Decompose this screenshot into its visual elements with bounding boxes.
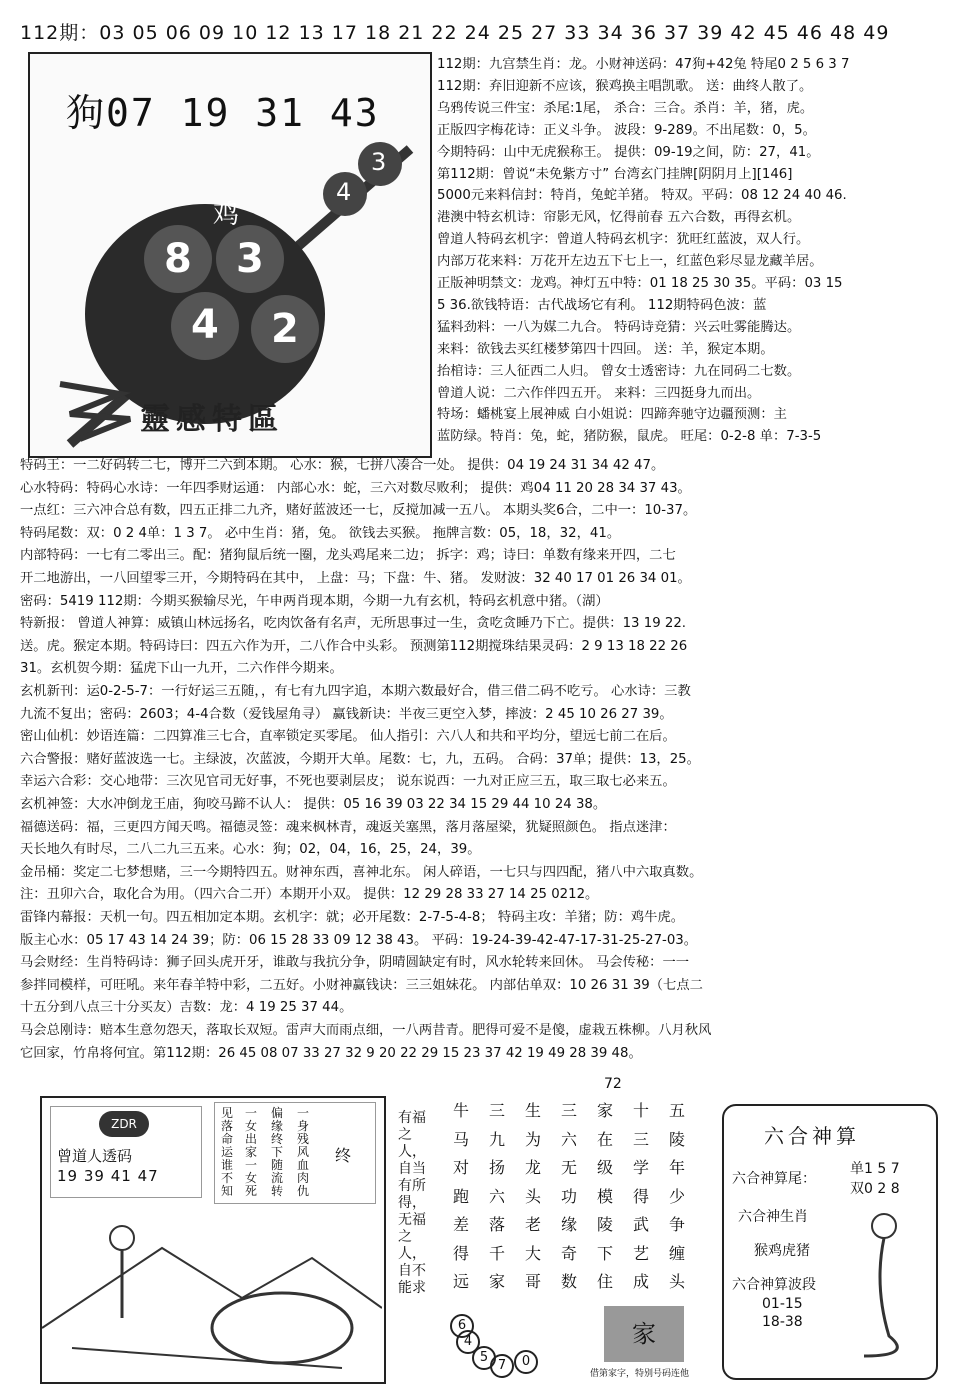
- body-text-line: 天长地久有时尽，二八二九三五来。心水：狗；02，04，16，25，24，39。: [20, 842, 481, 858]
- grid-char: 模: [596, 1186, 613, 1206]
- grid-char: 马: [452, 1129, 469, 1149]
- liuhe-tail-single: 单1 5 7: [850, 1161, 900, 1177]
- right-text-line: 乌鸦传说三件宝：杀尾:1尾， 杀合：三合。杀肖：羊，猪，虎。: [437, 100, 814, 116]
- right-text-line: 5 36.欲钱特语：古代战场它有利。 112期特码色波：蓝: [437, 297, 767, 313]
- grid-char: 陵: [668, 1129, 685, 1149]
- grid-char: 缘: [560, 1215, 577, 1234]
- bottom-left-panel: [40, 1096, 386, 1384]
- liuhe-wave-2: 18-38: [762, 1314, 803, 1330]
- right-text-line: 112期：九宫禁生肖：龙。小财神送码：47狗+42兔 特尾0 2 5 6 3 7: [437, 57, 850, 72]
- right-text-line: 港澳中特玄机诗：帘影无风，忆得前春 五六合数，再得玄机。: [437, 210, 801, 226]
- grid-char: 无: [560, 1158, 577, 1177]
- body-text-line: 特新报： 曾道人神算：威镇山林远扬名，吃肉饮备有名声，无所思事过一生，贪吃贪睡乃下亡。提供：13 19 22.: [20, 616, 687, 632]
- body-text-line: 特码尾数：双：0 2 4单：1 3 7。 必中生肖：猪，兔。 欲钱去买猴。 拖牌言数：05，18，32，41。: [20, 525, 621, 541]
- ball-1: 8: [164, 236, 192, 282]
- lucky-numbers-panel: [28, 52, 432, 458]
- right-text-line: 5000元来料信封：特肖，兔蛇羊猪。 特双。平码：08 12 24 40 46.: [437, 188, 847, 204]
- body-text-line: 幸运六合彩：交心地带：三次见官司无好事，不死也要剥层皮； 说东说西：一九对正应三五，取三取七必来五。: [20, 774, 676, 790]
- coins-row: [450, 1310, 600, 1380]
- grid-char: 下: [596, 1243, 613, 1263]
- grid-char: 年: [668, 1158, 685, 1177]
- grid-char: 成: [632, 1272, 649, 1291]
- right-text-line: 抬棺诗：三人征西二人归。 曾女士透密诗：九在同码二七数。: [437, 363, 801, 379]
- grid-char: 缠: [668, 1243, 685, 1263]
- body-text-line: 心水特码：特码心水诗：一年四季财运通： 内部心水：蛇，三六对数尽败利； 提供：鸡04 11 20 28 34 37 43。: [20, 480, 691, 496]
- zodiac-numbers: 狗07 19 31 43: [66, 91, 380, 135]
- body-text-line: 密山仙机：妙语连篇：二四算准三七合，直率锁定买零尾。 仙人指引：六八人和共和平均分，望远七前二在后。: [20, 729, 676, 745]
- grid-char: 家: [488, 1272, 505, 1291]
- ball-2: 3: [236, 236, 264, 282]
- coin: 7: [490, 1354, 514, 1378]
- grid-char: 武: [632, 1215, 649, 1234]
- body-text-line: 内部特码：一七有二零出三。配：猪狗鼠后统一圈，龙头鸡尾来二边； 拆字：鸡；诗曰：单数有缘来开四，二七: [20, 548, 676, 564]
- body-text-line: 一点红：三六冲合总有数，四五正排二九齐，赌好蓝波还一七，反搅加减一五八。 本期头奖6合，二中一：10-37。: [20, 503, 697, 519]
- right-text-line: 蓝防绿。特肖：兔，蛇，猪防猴，鼠虎。 旺尾：0-2-8 单：7-3-5: [437, 429, 822, 445]
- body-text-line: 版主心水：05 17 43 14 24 39；防：06 15 28 33 09 12 38 43。 平码：19-24-39-42-47-17-31-25-27-03。: [20, 932, 698, 948]
- right-text-line: 特场：蟠桃宴上展神威 白小姐说：四蹄奔驰守边疆预测：主: [437, 407, 787, 423]
- zodiac-label: 鸡: [213, 200, 240, 230]
- ceng-dao-ren-title: 曾道人透码: [57, 1147, 133, 1165]
- ceng-dao-ren-numbers: 19 39 41 47: [57, 1167, 159, 1185]
- grid-char: 跑: [452, 1186, 469, 1206]
- grid-char: 学: [632, 1158, 649, 1177]
- grid-char: 得: [452, 1243, 469, 1263]
- farmer-illustration: [42, 1208, 382, 1380]
- issue-header: 112期：03 05 06 09 10 12 13 17 18 21 22 24 25 27 33 34 36 37 39 42 45 46 48 49: [20, 22, 890, 44]
- grid-char: 得: [632, 1186, 649, 1206]
- grid-char: 哥: [524, 1272, 541, 1291]
- body-text-line: 马会总刚诗：赔本生意勿怨天，落取长双短。雷声大而雨点细，一八两昔青。肥得可爱不是傻，虚栽五株柳。八月秋风: [20, 1023, 712, 1038]
- body-text-line: 参拌同模样，可旺吼。来年春羊特中彩，二五好。小财神赢钱诀：三三姐妹花。 内部估单双：10 26 31 39（七点二: [20, 977, 703, 993]
- right-text-line: 正版神明禁文：龙鸡。神灯五中特：01 18 25 30 35。平码：03 15: [437, 276, 843, 291]
- grid-char: 三: [632, 1129, 649, 1149]
- ball-4: 2: [271, 306, 299, 352]
- page-number: 72: [604, 1076, 622, 1092]
- family-char-caption: 借第家字，特别号码连他: [590, 1369, 690, 1379]
- ceng-dao-ren-box: [50, 1106, 202, 1198]
- grid-char: 争: [668, 1215, 685, 1234]
- right-text-line: 曾道人特码玄机字：曾道人特码玄机字：犹旺红蓝波，双人行。: [437, 232, 810, 248]
- badge-logo: ZDR: [99, 1111, 149, 1137]
- liuhe-zodiac-label: 六合神生肖: [738, 1209, 808, 1225]
- grid-char: 大: [524, 1243, 541, 1263]
- ball-5: 4: [336, 178, 352, 206]
- grid-char: 家: [596, 1101, 613, 1120]
- coin: 6: [450, 1314, 474, 1338]
- body-text-line: 六合警报：赌好蓝波选一七。主绿波，次蓝波，今期开大单。尾数：七，九，五码。 合码：37单；提供：13，25。: [20, 751, 700, 767]
- right-text-line: 曾道人说：二六作伴四五开。 来料：三四挺身九而出。: [437, 385, 761, 401]
- body-text-line: 马会财经：生肖特码诗：狮子回头虎开牙，谁敢与我抗分争，阴晴圆缺定有时，风水轮转来回休。 马会传秘：一一: [20, 955, 690, 971]
- grid-char: 艺: [632, 1243, 649, 1263]
- grid-char: 老: [524, 1215, 541, 1234]
- banner-title: 靈感特區: [140, 402, 284, 437]
- grid-char: 六: [488, 1186, 505, 1206]
- grid-char: 数: [560, 1272, 577, 1291]
- grid-char: 少: [668, 1186, 685, 1206]
- grid-char: 头: [668, 1272, 685, 1291]
- body-text-line: 福德送码：福，三更四方闻天鸣。福德灵签：魂来枫林青，魂返关塞黑，落月落屋梁，犹疑照颜色。 指点迷津：: [20, 819, 676, 835]
- grid-char: 住: [596, 1272, 613, 1291]
- grid-char: 奇: [560, 1243, 577, 1263]
- body-text-line: 密码：5419 112期：今期买猴输尽光，午申两肖现本期，今期一九有玄机，特码玄机意中猪。（湖）: [20, 593, 609, 609]
- poem-col-3: 一女出家一女死: [245, 1106, 258, 1198]
- poem-note: 终: [335, 1146, 352, 1165]
- poem-col-4: 见落命运谁不知: [221, 1106, 234, 1198]
- body-text-line: 玄机新刊：运0-2-5-7：一行好运三五随，，有七有九四字追，本期六数最好合，借三借二码不吃亏。 心水诗：三教: [20, 684, 691, 699]
- grid-char: 陵: [596, 1215, 613, 1234]
- grid-char: 为: [524, 1129, 541, 1149]
- grid-char: 九: [488, 1129, 505, 1149]
- grid-char: 生: [524, 1101, 541, 1120]
- liuhe-title: 六合神算: [764, 1124, 860, 1148]
- body-text-line: 金吊桶：奖定二七梦想赌，三一今期特四五。财神东西，喜神北东。 闲人碎语，一七只与四四配，猪八中六取真数。: [20, 864, 703, 880]
- body-text-line: 31。玄机贺今期：猛虎下山一九开，二六作伴今期来。: [20, 661, 343, 677]
- liuhe-wave-1: 01-15: [762, 1296, 803, 1312]
- liuhe-zodiac: 猴鸡虎猪: [754, 1243, 810, 1259]
- grid-char: 功: [560, 1186, 577, 1206]
- grid-char: 扬: [488, 1158, 505, 1177]
- poem-col-1: 一身残风血肉仇: [297, 1106, 310, 1198]
- body-text-line: 玄机神签：大水冲倒龙王庙，狗咬马蹄不认人： 提供：05 16 39 03 22 34 15 29 44 10 24 38。: [20, 797, 607, 812]
- body-text-line: 九流不复出；密码：2603；4-4合数（爱钱屋角寻） 赢钱新诀：半夜三更空入梦，摔波：2 45 10 26 27 39。: [20, 706, 673, 722]
- right-text-line: 今期特码：山中无虎猴称王。 提供：09-19之间，防：27，41。: [437, 144, 820, 160]
- right-text-line: 第112期：曾说“未免紫方寸” 台湾玄门挂牌[阴阴月上][146]: [437, 166, 793, 182]
- grid-char: 六: [560, 1129, 577, 1149]
- liuhe-panel: [722, 1104, 938, 1380]
- ball-3: 4: [191, 302, 219, 348]
- character-grid: [444, 1098, 704, 1298]
- right-text-line: 内部万花来料：万花开左边五下七上一，红蓝色彩尽显龙藏羊居。: [437, 254, 823, 270]
- grid-char: 三: [560, 1101, 577, 1120]
- coin: 0: [514, 1350, 538, 1374]
- grid-char: 牛: [452, 1101, 469, 1120]
- body-text-line: 它回家，竹帛将何宜。第112期：26 45 08 07 33 27 32 9 20 22 29 15 23 37 42 19 49 28 39 48。: [20, 1045, 642, 1061]
- grid-char: 十: [632, 1101, 649, 1120]
- body-text-line: 开二地游出，一八回望零三开，今期特码在其中， 上盘：马；下盘：牛、猪。 发财波：32 40 17 01 26 34 01。: [20, 571, 691, 586]
- coin: 5: [472, 1346, 496, 1370]
- coin: 4: [456, 1330, 480, 1354]
- grid-char: 落: [488, 1215, 505, 1234]
- ball-6: 3: [371, 148, 387, 176]
- right-text-line: 112期：弃旧迎新不应该，猴鸡换主唱凯歌。 送：曲终人散了。: [437, 78, 813, 94]
- poem-box: [214, 1102, 376, 1204]
- grid-char: 在: [596, 1129, 613, 1149]
- body-text-line: 雷锋内幕报：天机一句。四五相加定本期。玄机字：就；必开尾数：2-7-5-4-8； 特码主攻：羊猪；防：鸡牛虎。: [20, 910, 685, 925]
- monkey-illustration: [844, 1206, 924, 1366]
- grid-char: 五: [668, 1101, 685, 1120]
- body-text-line: 送。虎。猴定本期。特码诗曰：四五六作为开，二八作合中头彩。 预测第112期搅珠结果灵码：2 9 13 18 22 26: [20, 638, 688, 654]
- body-text-line: 注：丑卯六合，取化合为用。（四六合二开）本期开小双。 提供：12 29 28 33 27 14 25 0212。: [20, 887, 599, 903]
- right-text-line: 正版四字梅花诗：正义斗争。 波段：9-289。不出尾数：0，5。: [437, 122, 816, 138]
- body-text-line: 特码王：一二好码转二七，博开二六到本期。 心水：猴，七拼八凑合一处。 提供：04 19 24 31 34 42 47。: [20, 458, 665, 473]
- grid-char: 头: [524, 1186, 541, 1206]
- poem-col-2: 偏缘终下随流转: [271, 1106, 284, 1198]
- grid-char: 对: [452, 1158, 469, 1177]
- grid-char: 三: [488, 1101, 505, 1120]
- liuhe-wave-label: 六合神算波段: [732, 1277, 816, 1293]
- grid-char: 龙: [524, 1158, 541, 1177]
- liuhe-tail-double: 双0 2 8: [850, 1181, 900, 1197]
- grid-char: 级: [596, 1158, 613, 1177]
- right-text-line: 猛料劲料：一八为媒二九合。 特码诗竞猜：兴云吐雾能腾达。: [437, 319, 801, 335]
- right-text-line: 来料：欲钱去买红楼梦第四十四回。 送：羊，猴定本期。: [437, 341, 774, 357]
- liuhe-tail-label: 六合神算尾：: [732, 1171, 816, 1187]
- grid-char: 远: [452, 1272, 469, 1291]
- grid-char: 千: [488, 1243, 505, 1263]
- family-char-box: 家: [604, 1306, 684, 1362]
- body-text-line: 十五分到八点三十分买友）吉数：龙：4 19 25 37 44。: [20, 1000, 353, 1016]
- vertical-motto: 有福之人，自当有所得，无福之人，自不能求: [398, 1110, 426, 1296]
- grid-char: 差: [452, 1215, 469, 1234]
